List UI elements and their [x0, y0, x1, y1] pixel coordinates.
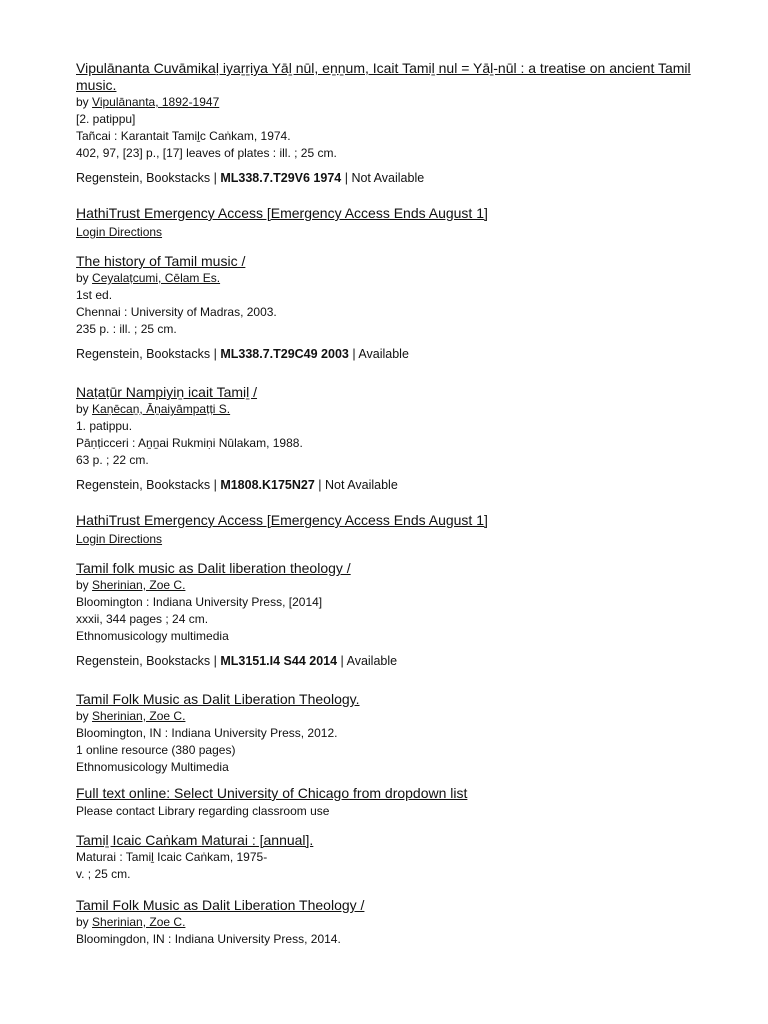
record-author-line: by Sherinian, Zoe C.	[76, 709, 186, 723]
record-author-line: by Sherinian, Zoe C.	[76, 578, 186, 592]
physical-description: xxxii, 344 pages ; 24 cm.	[76, 612, 209, 626]
access-note: Please contact Library regarding classroom use	[76, 804, 330, 818]
physical-description: 235 p. : ill. ; 25 cm.	[76, 322, 177, 336]
call-number: ML338.7.T29V6 1974	[220, 171, 342, 185]
record-title-link[interactable]: The history of Tamil music /	[76, 253, 246, 269]
holding-info: Regenstein, Bookstacks | ML338.7.T29V6 1974 | Not Available	[76, 171, 425, 185]
availability-status: Not Available	[325, 478, 398, 492]
availability-status: Not Available	[351, 171, 425, 185]
record-author-line: by Vipulānanta, 1892-1947	[76, 95, 220, 109]
record-author-line: by Ceyalaṭcumi, Cēlam Es.	[76, 271, 221, 285]
author-link[interactable]: Vipulānanta, 1892-1947	[92, 95, 220, 109]
record-title-link[interactable]: Naṭaṭūr Nampiyiṉ icait Tamiḻ /	[76, 384, 258, 400]
record-title-link[interactable]: Vipulānanta Cuvāmikaḷ iyaṟṟiya Yāḻ nūl, eṉṉum, Icait Tamiḻ nul = Yāḻ-nūl : a treatise on ancient Tamil music.	[76, 60, 691, 93]
online-access-entry	[76, 205, 696, 241]
hathitrust-access-link[interactable]: HathiTrust Emergency Access [Emergency Access Ends August 1]	[76, 205, 488, 221]
record-entry	[76, 691, 696, 776]
publication-statement: Maturai : Tamiḻ Icaic Caṅkam, 1975-	[76, 850, 268, 864]
record-author-line: by Sherinian, Zoe C.	[76, 915, 186, 929]
record-title-link[interactable]: Tamil Folk Music as Dalit Liberation Theology.	[76, 691, 360, 707]
record-entry	[76, 60, 696, 187]
holding-info: Regenstein, Bookstacks | M1808.K175N27 | Not Available	[76, 478, 398, 492]
record-title-link[interactable]: Tamil folk music as Dalit liberation theology /	[76, 560, 351, 576]
record-title-link[interactable]: Tamil Folk Music as Dalit Liberation Theology /	[76, 897, 365, 913]
record-entry	[76, 253, 696, 363]
holding-info: Regenstein, Bookstacks | ML3151.I4 S44 2014 | Available	[76, 654, 398, 668]
edition-statement: [2. patippu]	[76, 112, 136, 126]
record-entry	[76, 384, 696, 494]
call-number: ML3151.I4 S44 2014	[220, 654, 338, 668]
author-link[interactable]: Sherinian, Zoe C.	[92, 709, 186, 723]
full-text-online-link[interactable]: Full text online: Select University of Chicago from dropdown list	[76, 785, 468, 801]
author-link[interactable]: Sherinian, Zoe C.	[92, 915, 186, 929]
publication-statement: Bloomingdon, IN : Indiana University Press, 2014.	[76, 932, 341, 946]
call-number: M1808.K175N27	[220, 478, 315, 492]
author-link[interactable]: Sherinian, Zoe C.	[92, 578, 186, 592]
online-access-entry	[76, 785, 696, 820]
holding-location: Regenstein, Bookstacks	[76, 654, 211, 668]
physical-description: v. ; 25 cm.	[76, 867, 131, 881]
record-author-line: by Kaṇēcaṉ, Āṉaiyāmpaṭṭi S.	[76, 402, 231, 416]
record-entry	[76, 832, 696, 883]
edition-statement: 1. patippu.	[76, 419, 133, 433]
hathitrust-access-link[interactable]: HathiTrust Emergency Access [Emergency Access Ends August 1]	[76, 512, 488, 528]
physical-description: 402, 97, [23] p., [17] leaves of plates : ill. ; 25 cm.	[76, 146, 337, 160]
series-statement: Ethnomusicology multimedia	[76, 629, 229, 643]
record-entry	[76, 897, 696, 948]
holding-location: Regenstein, Bookstacks	[76, 347, 211, 361]
login-directions-link[interactable]: Login Directions	[76, 225, 163, 239]
search-results-list	[76, 60, 696, 948]
holding-location: Regenstein, Bookstacks	[76, 478, 211, 492]
publication-statement: Chennai : University of Madras, 2003.	[76, 305, 277, 319]
author-link[interactable]: Kaṇēcaṉ, Āṉaiyāmpaṭṭi S.	[92, 402, 231, 416]
publication-statement: Tañcai : Karantait Tamiḻc Caṅkam, 1974.	[76, 129, 291, 143]
availability-status: Available	[346, 654, 398, 668]
login-directions-link[interactable]: Login Directions	[76, 532, 163, 546]
call-number: ML338.7.T29C49 2003	[220, 347, 349, 361]
availability-status: Available	[358, 347, 409, 361]
physical-description: 1 online resource (380 pages)	[76, 743, 236, 757]
online-access-entry	[76, 512, 696, 548]
physical-description: 63 p. ; 22 cm.	[76, 453, 149, 467]
record-entry	[76, 560, 696, 670]
edition-statement: 1st ed.	[76, 288, 113, 302]
publication-statement: Pāṇṭicceri : Aṉṉai Rukmiṇi Nūlakam, 1988.	[76, 436, 303, 450]
holding-location: Regenstein, Bookstacks	[76, 171, 211, 185]
publication-statement: Bloomington : Indiana University Press, [2014]	[76, 595, 323, 609]
series-statement: Ethnomusicology Multimedia	[76, 760, 229, 774]
publication-statement: Bloomington, IN : Indiana University Press, 2012.	[76, 726, 338, 740]
author-link[interactable]: Ceyalaṭcumi, Cēlam Es.	[92, 271, 221, 285]
record-title-link[interactable]: Tamiḻ Icaic Caṅkam Maturai : [annual].	[76, 832, 314, 848]
holding-info: Regenstein, Bookstacks | ML338.7.T29C49 2003 | Available	[76, 347, 409, 361]
